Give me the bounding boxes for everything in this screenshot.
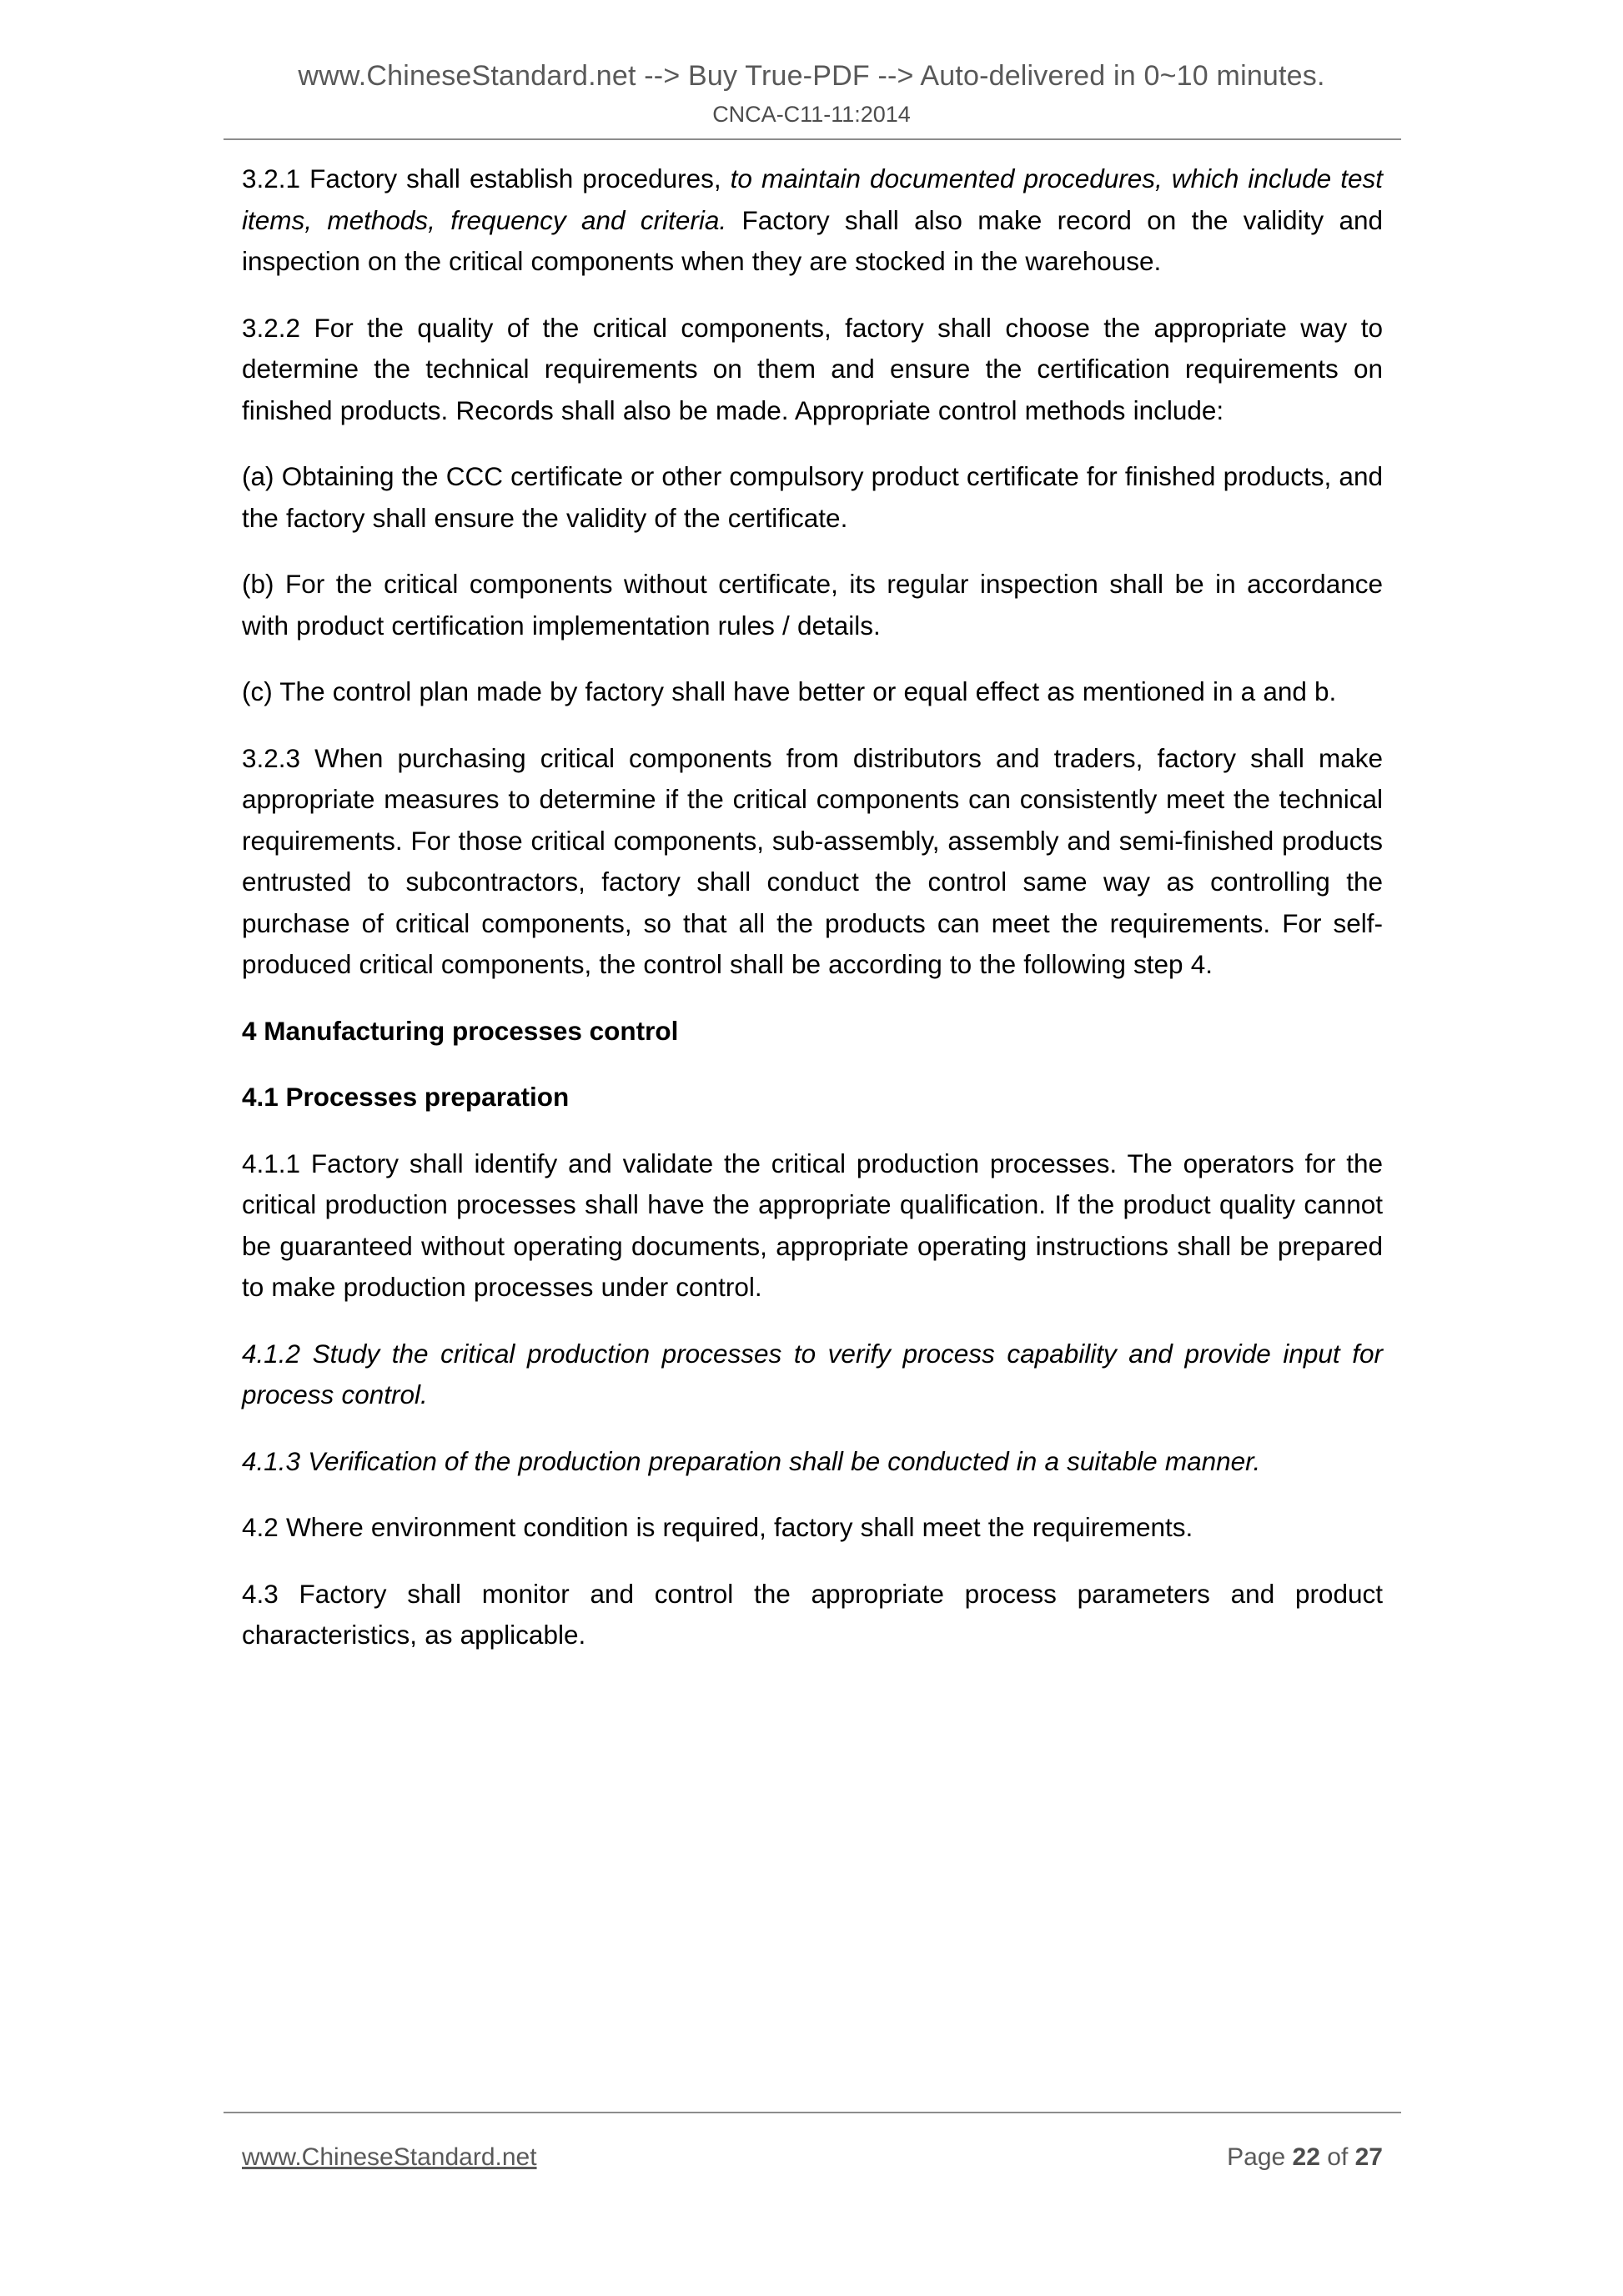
list-item-b: (b) For the critical components without certificate, its regular inspection shall be in accordance with product certification implementation rules / details.: [242, 569, 1383, 641]
header-divider: [224, 138, 1401, 140]
list-item-c: (c) The control plan made by factory shall have better or equal effect as mentioned in a and b.: [242, 676, 1337, 706]
page-current-number: 22: [1292, 2143, 1320, 2171]
paragraph-3-2-1-lead: 3.2.1 Factory shall establish procedures,: [242, 163, 731, 193]
paragraph-4-3: 4.3 Factory shall monitor and control the appropriate process parameters and product characteristics, as applicable.: [242, 1578, 1383, 1650]
paragraph-3-2-1-italic: to maintain documented procedures, which include test items, methods, frequency and criteria.: [242, 163, 1384, 235]
page-footer: [242, 2143, 1383, 2172]
page-total-number: 27: [1354, 2143, 1383, 2171]
heading-section-4-1: 4.1 Processes preparation: [242, 1082, 570, 1112]
page-label-prefix: Page: [1227, 2143, 1293, 2171]
paragraph-3-2-1-tail: Factory shall also make record on the validity and inspection on the critical components when they are stocked in the warehouse.: [242, 204, 1383, 276]
paragraph-4-1-3: 4.1.3 Verification of the production preparation shall be conducted in a suitable manner.: [242, 1445, 1261, 1476]
heading-section-4: 4 Manufacturing processes control: [242, 1015, 679, 1046]
footer-divider: [224, 2112, 1401, 2113]
paragraph-4-1-1: 4.1.1 Factory shall identify and validate the critical production processes. The operators for the critical production processes shall have the appropriate qualification. If the product quality cannot be guaranteed without operating documents, appropriate operating instructions shall be prepared to make production processes under control.: [242, 1148, 1383, 1302]
page-label-middle: of: [1319, 2143, 1355, 2171]
paragraph-3-2-2: 3.2.2 For the quality of the critical components, factory shall choose the appropriate way to determine the technical requirements on them and ensure the certification requirements on finished products. Records shall also be made. Appropriate control methods include:: [242, 312, 1383, 425]
paragraph-3-2-1: [242, 158, 1383, 283]
document-body: [242, 158, 1383, 1681]
document-code: CNCA-C11-11:2014: [712, 102, 911, 127]
promo-header-text: www.ChineseStandard.net --> Buy True-PDF --> Auto-delivered in 0~10 minutes.: [298, 60, 1325, 92]
list-item-a: (a) Obtaining the CCC certificate or other compulsory product certificate for finished products, and the factory shall ensure the validity of the certificate.: [242, 461, 1383, 533]
footer-site-link[interactable]: www.ChineseStandard.net: [242, 2143, 537, 2171]
paragraph-3-2-3: 3.2.3 When purchasing critical components from distributors and traders, factory shall make appropriate measures to determine if the critical components can consistently meet the technical requirements. For those critical components, sub-assembly, assembly and semi-finished products entrusted to subcontractors, factory shall conduct the control same way as controlling the purchase of critical components, so that all the products can meet the requirements. For self-produced critical components, the control shall be according to the following step 4.: [242, 742, 1383, 979]
paragraph-4-1-2: 4.1.2 Study the critical production processes to verify process capability and provide input for process control.: [242, 1338, 1383, 1409]
page-number-indicator: [1227, 2143, 1383, 2172]
paragraph-4-2: 4.2 Where environment condition is required, factory shall meet the requirements.: [242, 1512, 1193, 1542]
